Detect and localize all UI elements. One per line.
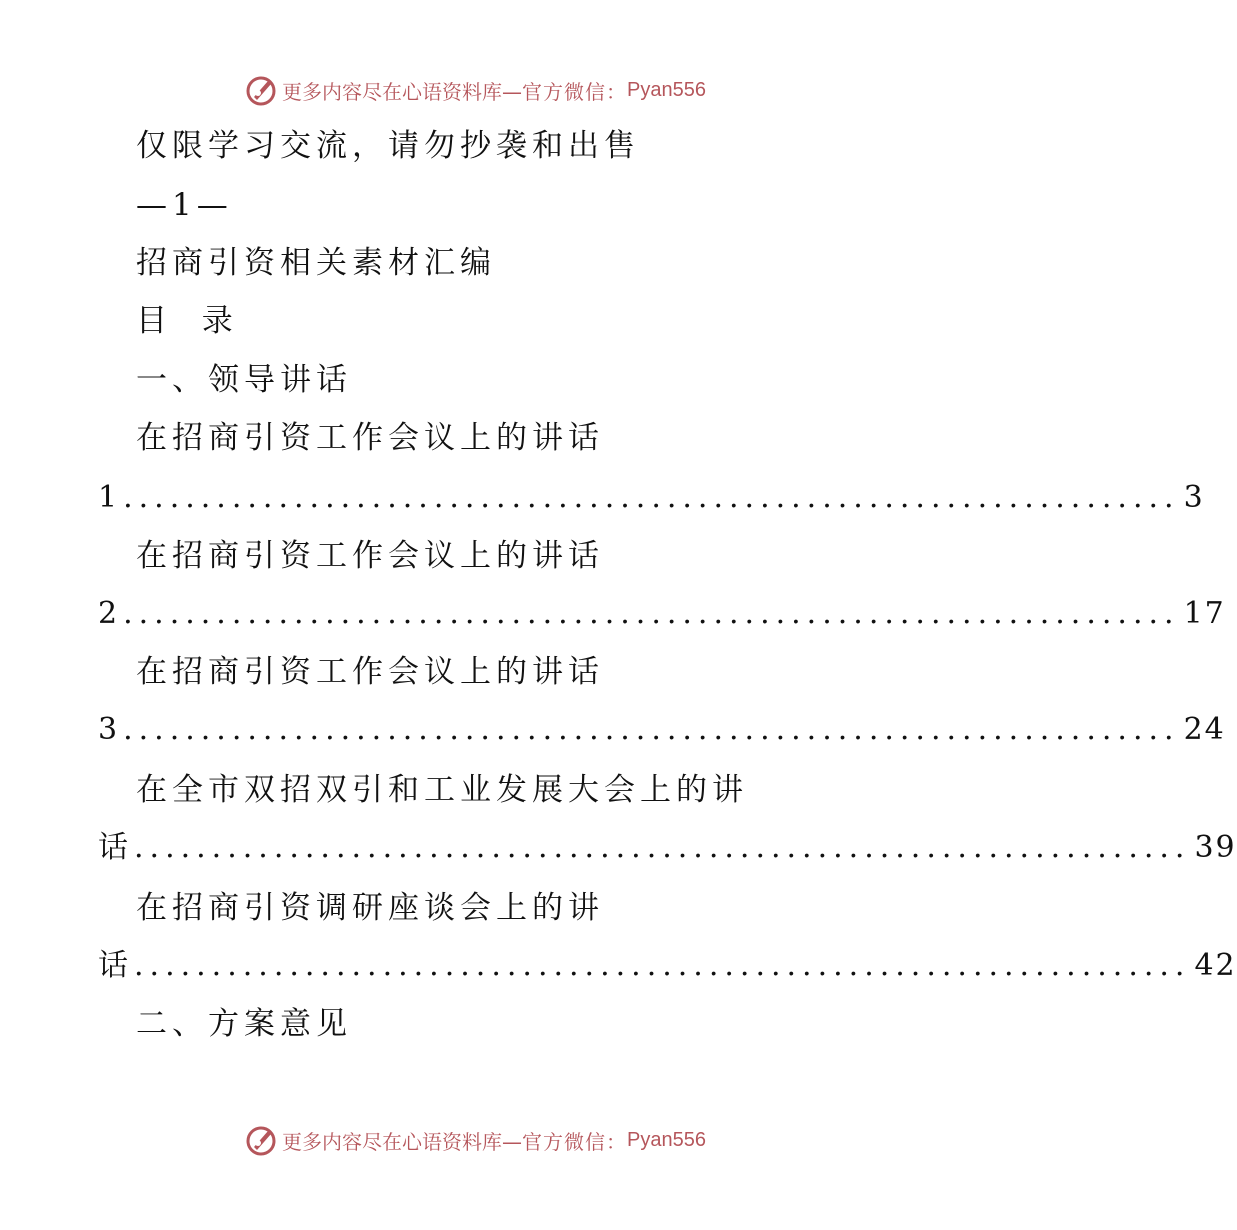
section-heading-speeches: 一、领导讲话 xyxy=(136,362,352,398)
toc-entry-lead: 3 xyxy=(98,712,120,747)
page-number-mark: —1— xyxy=(136,187,233,223)
toc-entry-lead: 2 xyxy=(98,596,120,631)
toc-entry-title: 在招商引资工作会议上的讲话 xyxy=(136,538,604,574)
document-title: 招商引资相关素材汇编 xyxy=(136,245,496,281)
toc-entry-lead: 话 xyxy=(98,948,130,983)
toc-leader-dots: .................................................................... xyxy=(123,596,1180,631)
footer-watermark-banner xyxy=(0,1120,950,1160)
toc-entry-lead: 1 xyxy=(98,480,120,515)
banner-text: 更多内容尽在心语资料库— xyxy=(282,1129,523,1154)
copyright-notice: 仅限学习交流，请勿抄袭和出售 xyxy=(136,128,640,164)
banner-wechat-label: 官方微信： xyxy=(522,1129,628,1154)
toc-entry-title: 在招商引资工作会议上的讲话 xyxy=(136,654,604,690)
toc-entry-line[interactable] xyxy=(98,946,1237,986)
banner-wechat-label: 官方微信： xyxy=(522,79,628,104)
toc-entry-title: 在招商引资工作会议上的讲话 xyxy=(136,420,604,456)
toc-entry-title: 在招商引资调研座谈会上的讲 xyxy=(136,890,604,926)
toc-entry-page: 24 xyxy=(1183,712,1226,747)
toc-heading: 目 录 xyxy=(136,303,238,339)
toc-entry-page: 3 xyxy=(1183,480,1205,515)
toc-leader-dots: .................................................................... xyxy=(134,830,1191,865)
toc-leader-dots: .................................................................... xyxy=(134,948,1191,983)
toc-entry-title: 在全市双招双引和工业发展大会上的讲 xyxy=(136,772,748,808)
toc-entry-line[interactable] xyxy=(98,478,1205,518)
toc-entry-line[interactable] xyxy=(98,828,1237,868)
toc-leader-dots: .................................................................... xyxy=(123,480,1180,515)
section-heading-plans: 二、方案意见 xyxy=(136,1006,352,1042)
brand-logo-icon xyxy=(244,1123,278,1157)
banner-text: 更多内容尽在心语资料库— xyxy=(282,79,523,104)
toc-entry-page: 17 xyxy=(1183,596,1226,631)
brand-logo-icon xyxy=(244,73,278,107)
header-watermark-banner xyxy=(0,70,950,110)
toc-entry-line[interactable] xyxy=(98,710,1226,750)
toc-entry-lead: 话 xyxy=(98,830,130,865)
toc-entry-line[interactable] xyxy=(98,594,1226,634)
toc-entry-page: 39 xyxy=(1194,830,1237,865)
banner-wechat-id: Pyan556 xyxy=(627,78,706,101)
banner-wechat-id: Pyan556 xyxy=(627,1128,706,1151)
toc-leader-dots: .................................................................... xyxy=(123,712,1180,747)
toc-entry-page: 42 xyxy=(1194,948,1237,983)
